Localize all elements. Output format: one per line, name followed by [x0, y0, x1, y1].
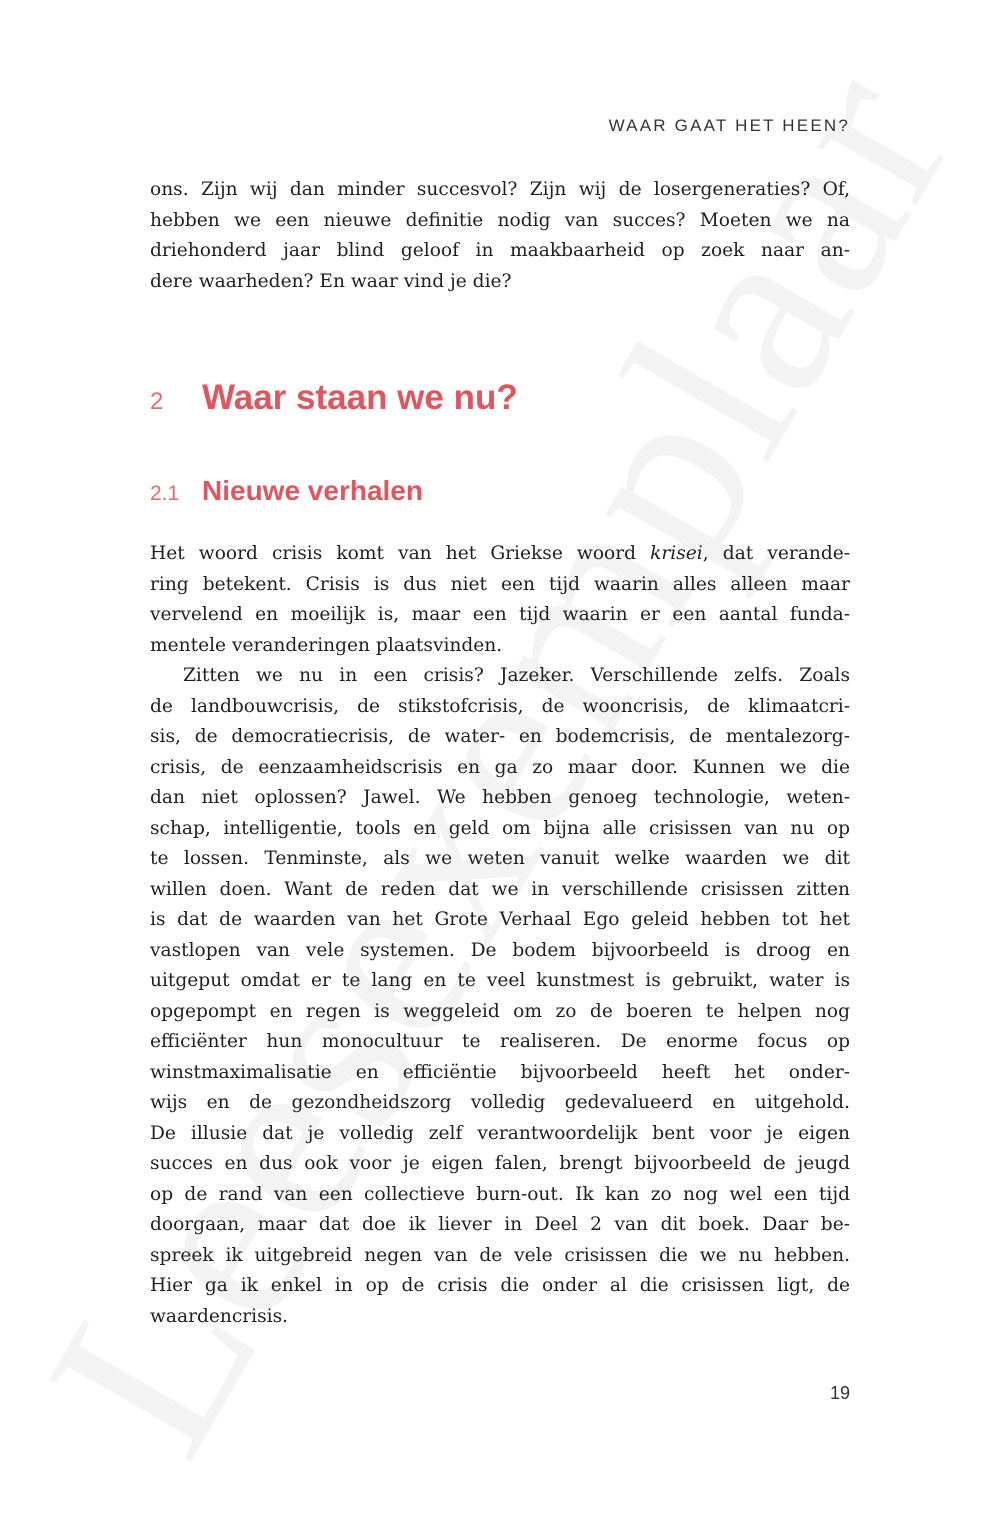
text-line: vastlopen van vele systemen. De bodem bijvoorbeeld is droog en	[150, 939, 850, 961]
paragraph-1-line	[150, 539, 850, 570]
text-line: Zitten we nu in een crisis? Jazeker. Verschillende zelfs. Zoals	[183, 665, 850, 686]
text-line: ons. Zijn wij dan minder succesvol? Zijn wij de losergeneraties? Of,	[150, 179, 850, 200]
section-title: Nieuwe verhalen	[202, 475, 423, 506]
text-line: spreek ik uitgebreid negen van de vele crisissen die we nu hebben.	[150, 1244, 850, 1266]
text-line: crisis, de eenzaamheidscrisis en ga zo maar door. Kunnen we die	[150, 756, 850, 778]
text-line: dere waarheden? En waar vind je die?	[150, 270, 512, 292]
intro-paragraph	[150, 175, 850, 297]
text-line: waardencrisis.	[150, 1305, 289, 1327]
paragraph-2	[150, 661, 850, 1332]
chapter-heading	[150, 378, 518, 418]
text-line: winstmaximalisatie en efficiëntie bijvoorbeeld heeft het onder-	[150, 1061, 850, 1083]
text-line: efficiënter hun monocultuur te realiseren. De enorme focus op	[150, 1031, 850, 1052]
text-line: willen doen. Want de reden dat we in verschillende crisissen zitten	[150, 878, 850, 900]
text-line: te lossen. Tenminste, als we weten vanuit welke waarden we dit	[150, 848, 850, 869]
text-line: hebben we een nieuwe definitie nodig van succes? Moeten we na	[150, 209, 850, 231]
text-line: de landbouwcrisis, de stikstofcrisis, de wooncrisis, de klimaatcri-	[150, 695, 850, 717]
text-line: driehonderd jaar blind geloof in maakbaarheid op zoek naar an-	[150, 240, 850, 261]
page-number: 19	[829, 1383, 850, 1403]
paragraph-1-line: vervelend en moeilijk is, maar een tijd waarin er een aantal funda-	[150, 604, 850, 625]
text-line: doorgaan, maar dat doe ik liever in Deel 2 van dit boek. Daar be-	[150, 1214, 850, 1235]
section-heading	[150, 475, 423, 507]
text-run: Het woord crisis komt van het Griekse woord	[150, 543, 651, 564]
italic-term: krisei	[650, 543, 703, 564]
text-line: De illusie dat je volledig zelf verantwoordelijk bent voor je eigen	[150, 1122, 850, 1144]
paragraph-1-line: ring betekent. Crisis is dus niet een tijd waarin alles alleen maar	[150, 573, 850, 595]
text-line: op de rand van een collectieve burn-out. Ik kan zo nog wel een tijd	[150, 1183, 850, 1205]
paragraph-1-line: mentele veranderingen plaatsvinden.	[150, 634, 503, 656]
text-run: , dat verande-	[702, 543, 851, 564]
text-line: Hier ga ik enkel in op de crisis die onder al die crisissen ligt, de	[150, 1275, 850, 1296]
text-line: dan niet oplossen? Jawel. We hebben genoeg technologie, weten-	[150, 787, 850, 808]
section-number: 2.1	[150, 482, 180, 505]
paragraph-1	[150, 539, 850, 661]
text-line: wijs en de gezondheidszorg volledig gedevalueerd en uitgehold.	[150, 1092, 850, 1113]
text-line: is dat de waarden van het Grote Verhaal Ego geleid hebben tot het	[150, 909, 850, 930]
chapter-number: 2	[150, 388, 164, 415]
running-head: WAAR GAAT HET HEEN?	[608, 116, 850, 135]
intro-text	[150, 175, 850, 297]
text-line: schap, intelligentie, tools en geld om bijna alle crisissen van nu op	[150, 817, 850, 839]
text-line: uitgeput omdat er te lang en te veel kunstmest is gebruikt, water is	[150, 970, 850, 991]
text-line: opgepompt en regen is weggeleid om zo de boeren te helpen nog	[150, 1000, 850, 1022]
text-line: sis, de democratiecrisis, de water- en bodemcrisis, de mentalezorg-	[150, 726, 850, 747]
chapter-title: Waar staan we nu?	[202, 378, 518, 417]
text-line: succes en dus ook voor je eigen falen, brengt bijvoorbeeld de jeugd	[150, 1153, 850, 1174]
body-text	[150, 539, 850, 1332]
